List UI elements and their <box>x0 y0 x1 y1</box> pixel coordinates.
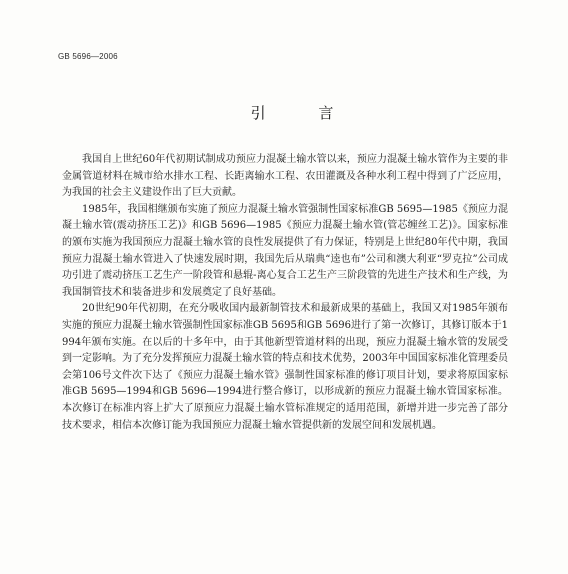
standard-number: GB 5696—2006 <box>58 52 118 61</box>
paragraph-2: 1985年，我国相继颁布实施了预应力混凝土输水管强制性国家标准GB 5695—1985《预应力混凝土输水管(震动挤压工艺)》和GB 5696—1985《预应力混凝土输水管(管芯缠丝工艺)》。国家标准的颁布实施为我国预应力混凝土输水管的良性发展提供了有力保证，特别是上世纪80年代中期，我国预应力混凝土输水管进入了快速发展时期，我国先后从瑞典“逵也布”公司和澳大利亚“罗克拉”公司成功引进了震动挤压工艺生产一阶段管和悬辊-离心复合工艺生产三阶段管的先进生产技术和生产线，为我国制管技术和装备进步和发展奠定了良好基础。 <box>62 203 508 298</box>
document-body <box>62 152 508 434</box>
paragraph-3: 20世纪90年代初期，在充分吸收国内最新制管技术和最新成果的基础上，我国又对1985年颁布实施的预应力混凝土输水管强制性国家标准GB 5695和GB 5696进行了第一次修订，其修订版本于1994年颁布实施。在以后的十多年中，由于其他新型管道材料的出现，预应力混凝土输水管的发展受到一定影响。为了充分发挥预应力混凝土输水管的特点和技术优势，2003年中国国家标准化管理委员会第106号文件次下达了《预应力混凝土输水管》强制性国家标准的修订项目计划，要求将原国家标准GB 5695—1994和GB 5696—1994进行整合修订，以形成新的预应力混凝土输水管国家标准。本次修订在标准内容上扩大了原预应力混凝土输水管标准规定的适用范围，新增并进一步完善了部分技术要求，相信本次修订能为我国预应力混凝土输水管提供新的发展空间和发展机遇。 <box>62 303 508 431</box>
section-title: 引 言 <box>250 104 358 122</box>
paragraph-1: 我国自上世纪60年代初期试制成功预应力混凝土输水管以来，预应力混凝土输水管作为主要的非金属管道材料在城市给水排水工程、长距离输水工程、农田灌溉及各种水利工程中得到了广泛应用，为我国的社会主义建设作出了巨大贡献。 <box>62 154 508 199</box>
